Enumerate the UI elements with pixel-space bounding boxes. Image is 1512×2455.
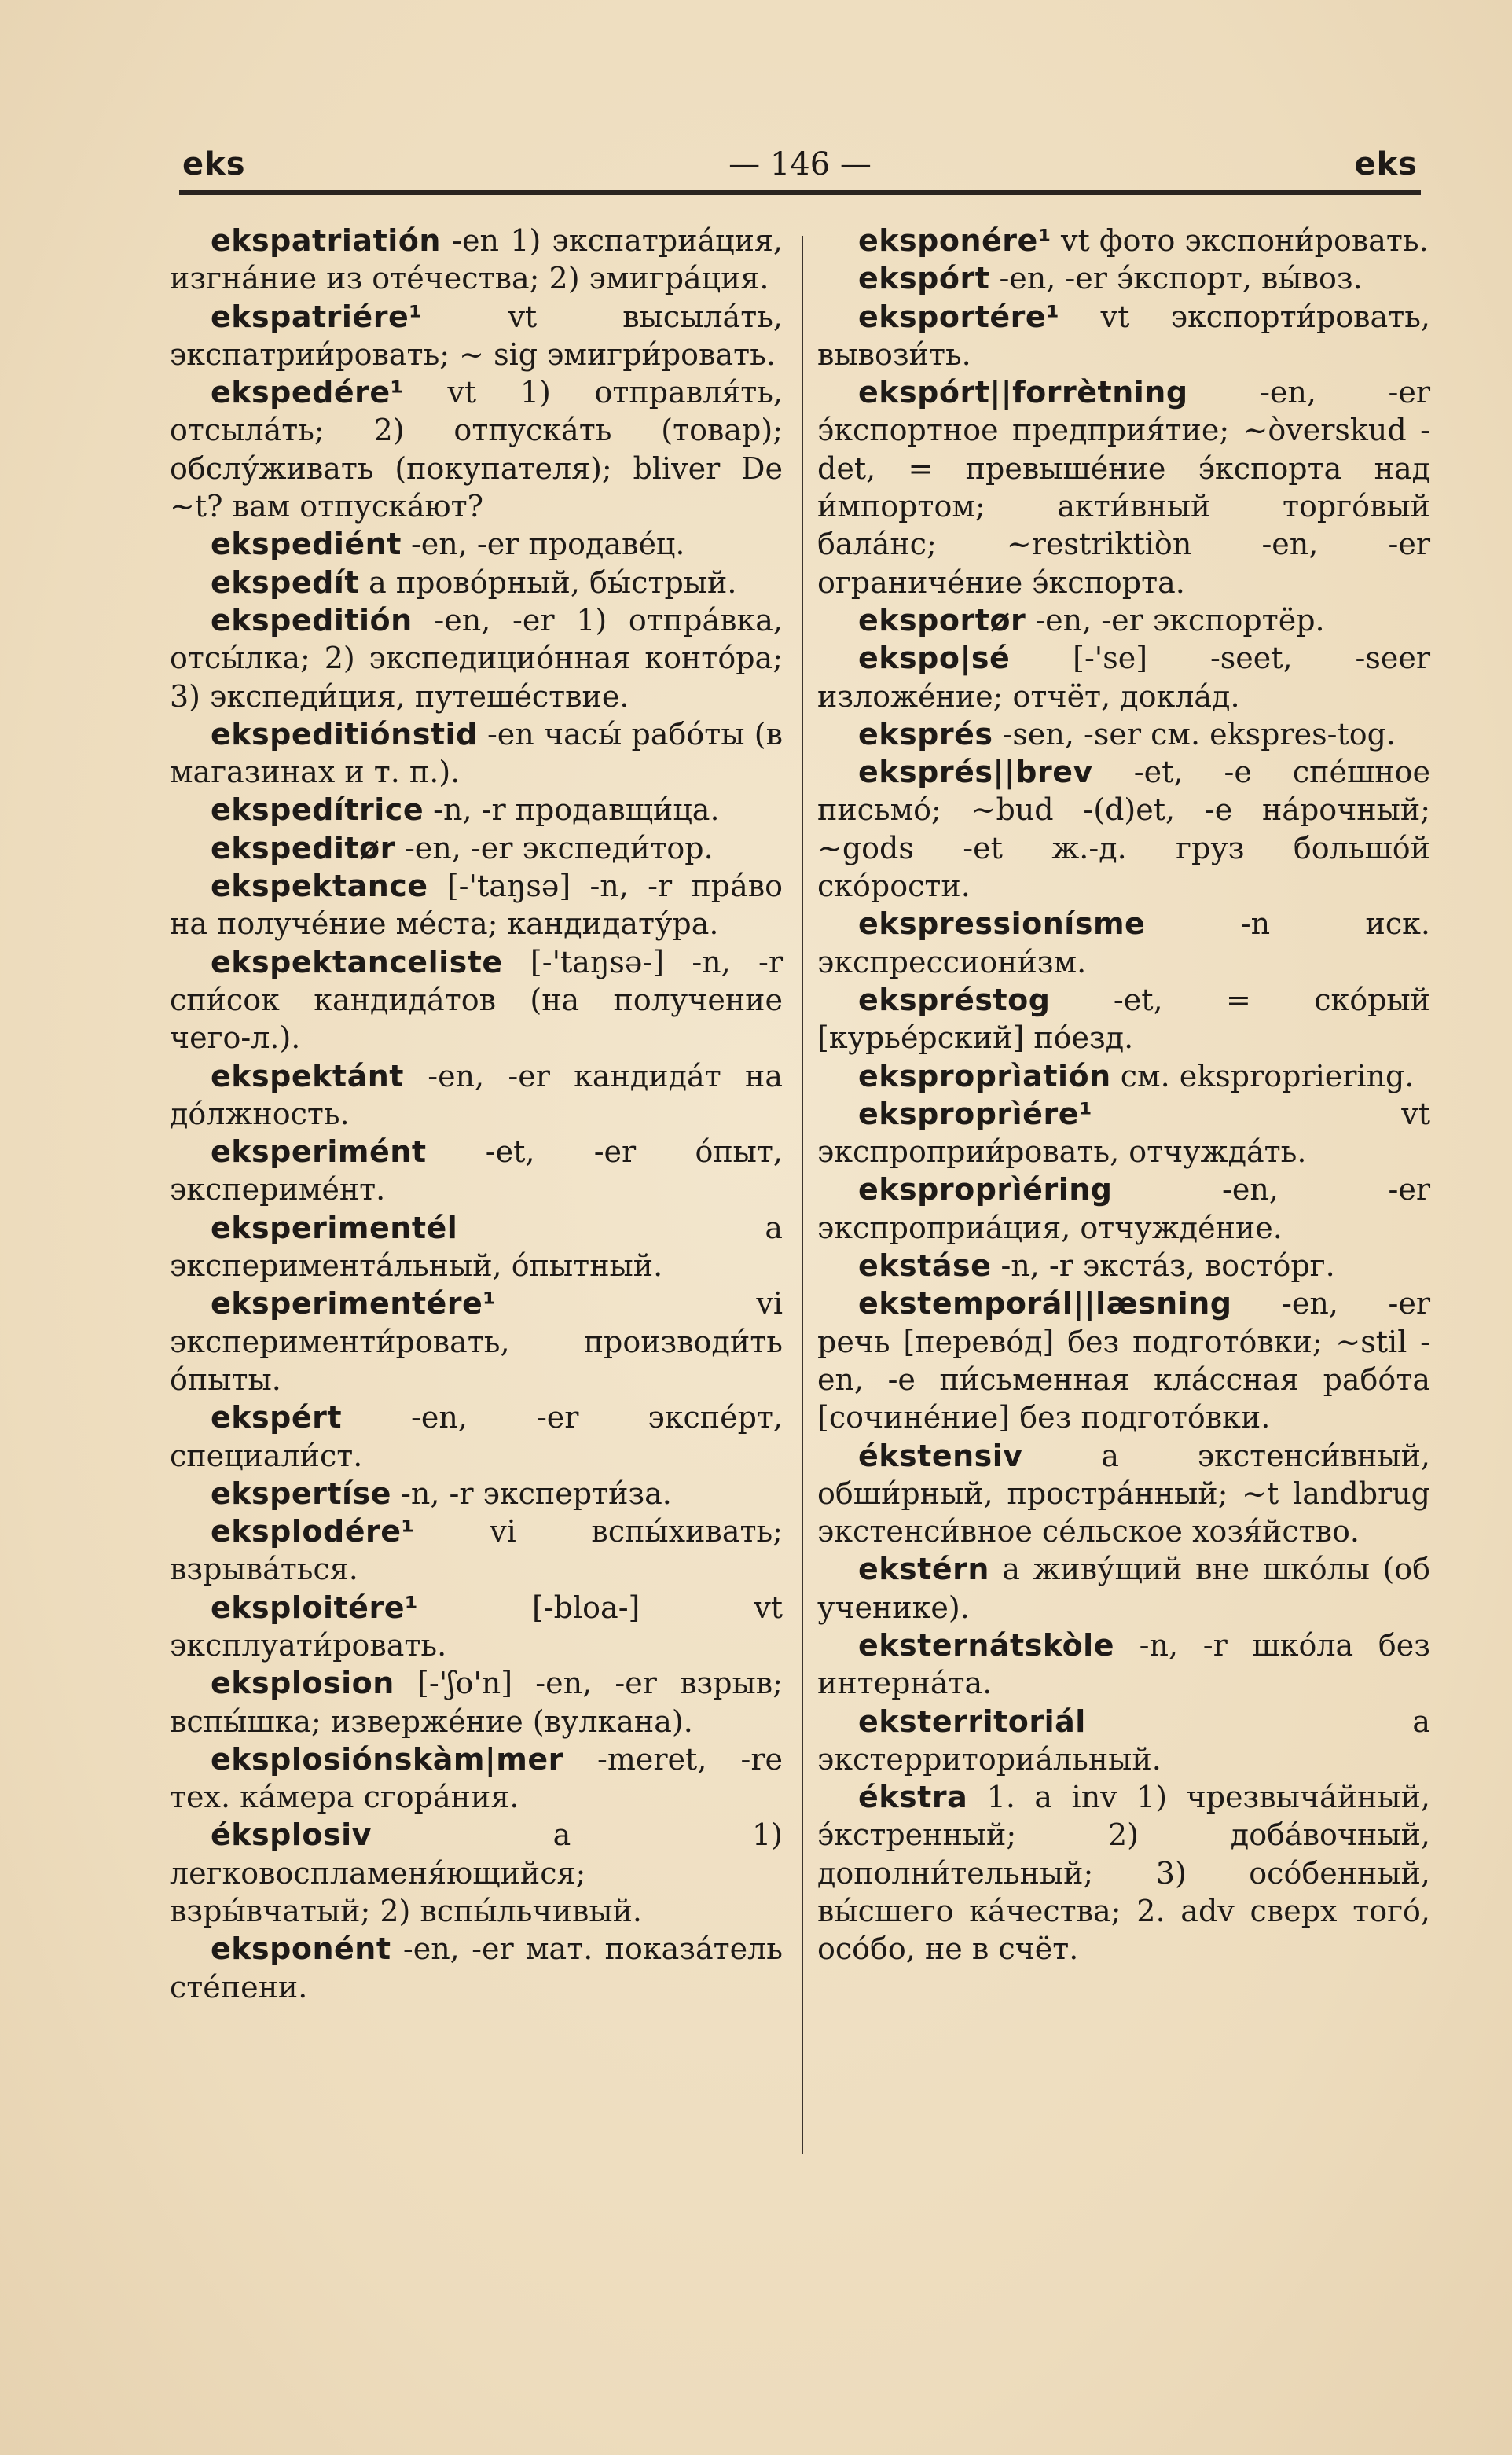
dictionary-entry	[170, 222, 783, 298]
dictionary-entry	[170, 1930, 783, 2006]
entry-headword: ékstra	[858, 1780, 968, 1815]
entry-definition: -sen, -ser см. ekspres-tog.	[993, 716, 1396, 752]
entry-headword: eksproprìére¹	[858, 1096, 1093, 1131]
dictionary-entry	[170, 1284, 783, 1398]
header-right-guide-word: eks	[1354, 146, 1418, 182]
entry-headword: ekspatriatión	[211, 223, 441, 258]
entry-headword: ekstemporál||læsning	[858, 1286, 1232, 1321]
dictionary-entry	[817, 373, 1430, 601]
dictionary-entry	[170, 791, 783, 829]
entry-definition: -en, -er кандида́т на до́лжность.	[170, 1058, 783, 1131]
entry-headword: ekspedére¹	[211, 375, 404, 410]
dictionary-entry	[817, 1247, 1430, 1284]
dictionary-entry	[817, 1550, 1430, 1626]
dictionary-entry	[817, 1095, 1430, 1171]
dictionary-entry	[170, 1398, 783, 1475]
dictionary-entry	[170, 1816, 783, 1930]
entry-headword: eksponént	[211, 1931, 391, 1967]
entry-headword: ekspektánt	[211, 1058, 404, 1093]
entry-headword: ekspért	[211, 1400, 343, 1435]
entry-definition: -et, = ско́рый [курье́рский] по́езд.	[817, 982, 1430, 1056]
entry-definition: -et, -e спе́шное письмо́; ~bud -(d)et, -e на́рочный; ~gods -et ж.-д. груз большо́й ско́рости.	[817, 755, 1430, 904]
dictionary-entry	[170, 525, 783, 563]
dictionary-entry	[817, 981, 1430, 1057]
dictionary-entry	[817, 601, 1430, 639]
entry-headword: ekspedítrice	[211, 792, 424, 828]
entry-headword: éksplosiv	[211, 1817, 372, 1853]
entry-definition: vi вспы́хивать; взрыва́ться.	[170, 1514, 783, 1587]
header-left-guide-word: eks	[182, 146, 246, 182]
dictionary-entry	[170, 601, 783, 715]
entry-definition: [-'taŋsə] -n, -r пра́во на получе́ние ме́ста; кандидату́ра.	[170, 869, 783, 942]
entry-headword: ekstérn	[858, 1552, 989, 1587]
dictionary-entry	[817, 715, 1430, 753]
entry-definition: [-'ʃo'n] -en, -er взрыв; вспы́шка; изверже́ние (вулкана).	[170, 1666, 783, 1739]
dictionary-entry	[817, 222, 1430, 259]
entry-definition: см. ekspropriering.	[1110, 1058, 1415, 1093]
entry-definition: -et, -er о́пыт, экспериме́нт.	[170, 1134, 783, 1207]
entry-headword: eksproprìéring	[858, 1172, 1113, 1207]
entry-headword: ekstáse	[858, 1248, 992, 1284]
dictionary-entry	[170, 829, 783, 867]
dictionary-entry	[170, 1589, 783, 1665]
dictionary-entry	[817, 1057, 1430, 1095]
entry-headword: eksprés	[858, 716, 993, 752]
entry-definition: [-bloa-] vt эксплуати́ровать.	[170, 1590, 783, 1663]
entry-headword: ekspressionísme	[858, 906, 1146, 942]
entry-headword: ekspediént	[211, 527, 402, 562]
dictionary-entry	[170, 943, 783, 1057]
entry-definition: a эксперимента́льный, о́пытный.	[170, 1210, 783, 1284]
right-column	[817, 222, 1430, 1968]
entry-definition: -n иск. экспрессиони́зм.	[817, 906, 1430, 979]
dictionary-entry	[817, 1437, 1430, 1551]
dictionary-entry	[170, 867, 783, 943]
page-number: — 146 —	[728, 146, 872, 182]
entry-definition: -en часы́ рабо́ты (в магазинах и т. п.).	[170, 716, 783, 790]
entry-headword: ekspertíse	[211, 1476, 391, 1511]
entry-definition: -n, -r эксперти́за.	[391, 1476, 672, 1511]
entry-definition: a экстерриториа́льный.	[817, 1703, 1430, 1777]
dictionary-entry	[170, 715, 783, 792]
entry-definition: -en, -er 1) отпра́вка, отсы́лка; 2) экспедицио́нная конто́ра; 3) экспеди́ция, путеше́ствие.	[170, 602, 783, 714]
entry-definition: -n, -r шко́ла без интерна́та.	[817, 1627, 1430, 1701]
entry-headword: ekspatriére¹	[211, 299, 423, 334]
entry-definition: -en 1) экспатриа́ция, изгна́ние из оте́чества; 2) эмигра́ция.	[170, 223, 783, 296]
dictionary-entry	[817, 1284, 1430, 1436]
entry-headword: eksperimentére¹	[211, 1286, 497, 1321]
entry-definition: -en, -er продаве́ц.	[401, 527, 685, 562]
dictionary-entry	[170, 1475, 783, 1512]
entry-headword: ekspeditión	[211, 602, 413, 638]
header-rule	[179, 190, 1421, 195]
entry-headword: eksplosion	[211, 1666, 395, 1701]
entry-definition: a живу́щий вне шко́лы (об ученике).	[817, 1552, 1430, 1625]
entry-definition: a прово́рный, бы́стрый.	[359, 564, 737, 600]
dictionary-entry	[817, 298, 1430, 374]
entry-definition: a 1) легковоспламеня́ющийся; взры́вчатый; 2) вспы́льчивый.	[170, 1817, 783, 1929]
entry-headword: ekspeditiónstid	[211, 716, 478, 752]
entry-definition: -en, -er экспортёр.	[1026, 602, 1325, 638]
entry-definition: -n, -r экста́з, восто́рг.	[991, 1248, 1335, 1284]
dictionary-entry	[817, 1703, 1430, 1779]
dictionary-entry	[817, 1626, 1430, 1703]
dictionary-entry	[817, 753, 1430, 905]
entry-headword: eksplosiónskàm|mer	[211, 1741, 563, 1777]
dictionary-entry	[170, 1512, 783, 1589]
dictionary-entry	[817, 1171, 1430, 1247]
entry-definition: [-'taŋsə-] -n, -r спи́сок кандида́тов (на получение чего-л.).	[170, 944, 783, 1056]
entry-headword: eksprés||brev	[858, 755, 1093, 790]
entry-headword: eksternátskòle	[858, 1627, 1114, 1663]
entry-headword: eksportére¹	[858, 299, 1060, 334]
entry-definition: vt фото экспони́ровать.	[1051, 223, 1429, 258]
entry-headword: eksportør	[858, 602, 1026, 638]
page-header	[182, 146, 1418, 186]
left-column	[170, 222, 783, 2006]
dictionary-entry	[170, 564, 783, 601]
entry-definition: -en, -er экспе́рт, специали́ст.	[170, 1400, 783, 1473]
entry-definition: vt экспорти́ровать, вывози́ть.	[817, 299, 1430, 372]
entry-definition: -en, -er э́кспорт, вы́воз.	[989, 261, 1363, 296]
entry-headword: ekspektance	[211, 869, 428, 904]
dictionary-entry	[817, 1778, 1430, 1968]
dictionary-entry	[817, 259, 1430, 297]
entry-headword: eksterritoriál	[858, 1703, 1086, 1739]
entry-definition: -en, -er речь [перево́д] без подгото́вки; ~stil -en, -e пи́сьменная кла́ссная рабо́та [сочине́ние] без подгото́вки.	[817, 1286, 1430, 1435]
entry-definition: a экстенси́вный, обши́рный, простра́нный; ~t landbrug экстенси́вное се́льское хозя́йство.	[817, 1438, 1430, 1549]
entry-definition: -n, -r продавщи́ца.	[424, 792, 720, 828]
entry-definition: vt высыла́ть, экспатрии́ровать; ~ sig эмигри́ровать.	[170, 299, 783, 372]
entry-definition: -en, -er э́кспортное предприя́тие; ~òverskud -det, = превыше́ние э́кспорта над и́мпортом; акти́вный торго́вый бала́нс; ~restriktiòn -en, -er ограниче́ние э́кспорта.	[817, 375, 1430, 600]
entry-headword: eksperimentél	[211, 1210, 458, 1245]
entry-headword: ekspórt||forrètning	[858, 375, 1188, 410]
entry-headword: ekspektanceliste	[211, 944, 503, 979]
entry-definition: -en, -er экспеди́тор.	[395, 830, 714, 865]
entry-headword: eksponére¹	[858, 223, 1051, 258]
dictionary-entry	[170, 1664, 783, 1740]
entry-headword: ékstensiv	[858, 1438, 1023, 1473]
entry-definition: vt 1) отправля́ть, отсыла́ть; 2) отпуска́ть (товар); обслу́живать (покупателя); bliver De ~t? вам отпуска́ют?	[170, 375, 783, 524]
entry-definition: [-'se] -seet, -seer изложе́ние; отчёт, докла́д.	[817, 641, 1430, 714]
entry-definition: vt экспроприи́ровать, отчужда́ть.	[817, 1096, 1430, 1170]
entry-headword: ekspo|sé	[858, 641, 1011, 676]
entry-definition: vi эксперименти́ровать, производи́ть о́пыты.	[170, 1286, 783, 1397]
column-divider	[802, 236, 803, 2154]
entry-headword: eksploitére¹	[211, 1590, 419, 1625]
dictionary-entry	[170, 1057, 783, 1134]
entry-headword: ekspórt	[858, 261, 990, 296]
dictionary-entry	[170, 1209, 783, 1285]
dictionary-entry	[170, 298, 783, 374]
dictionary-entry	[170, 1133, 783, 1209]
entry-definition: -en, -er экспроприа́ция, отчужде́ние.	[817, 1172, 1430, 1245]
dictionary-entry	[170, 373, 783, 525]
entry-headword: eksperimént	[211, 1134, 427, 1170]
dictionary-entry	[817, 639, 1430, 715]
entry-definition: -meret, -re тех. ка́мера сгора́ния.	[170, 1741, 783, 1815]
entry-definition: -en, -er мат. показа́тель сте́пени.	[170, 1931, 783, 2005]
entry-headword: eksplodére¹	[211, 1514, 415, 1549]
entry-definition: 1. a inv 1) чрезвыча́йный, э́кстренный; 2) доба́вочный, дополни́тельный; 3) осо́бенный, вы́сшего ка́чества; 2. adv сверх того́, осо́бо, не в счёт.	[817, 1780, 1430, 1967]
dictionary-entry	[817, 905, 1430, 981]
entry-headword: ekspeditør	[211, 830, 395, 865]
dictionary-entry	[170, 1740, 783, 1817]
entry-headword: ekspedít	[211, 564, 360, 600]
entry-headword: ekspréstog	[858, 982, 1051, 1017]
entry-headword: eksproprìatión	[858, 1058, 1111, 1093]
